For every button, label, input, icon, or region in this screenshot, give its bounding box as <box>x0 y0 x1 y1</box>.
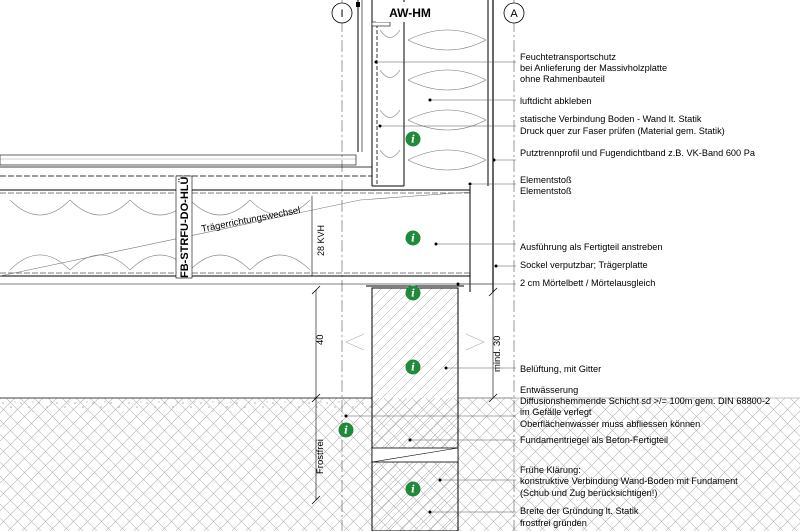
annotation: ohne Rahmenbauteil <box>520 74 605 84</box>
annotation: Ausführung als Fertigteil anstreben <box>520 242 663 252</box>
annotation: Breite der Gründung lt. Statik <box>520 506 639 516</box>
svg-text:i: i <box>411 233 415 245</box>
beam-height-label: 28 KVH <box>316 224 326 256</box>
annotation: Entwässerung <box>520 385 579 395</box>
annotation: Putztrennprofil und Fugendichtband z.B. VK-Band 600 Pa <box>520 148 755 158</box>
info-icon[interactable] <box>339 423 354 438</box>
svg-text:i: i <box>411 288 415 300</box>
axis-label-inside: I <box>340 8 344 20</box>
annotation: Feuchtetransportschutz <box>520 52 617 62</box>
beam-direction-label: Trägerrichtungswechsel <box>200 204 302 235</box>
info-icon[interactable] <box>406 132 421 147</box>
annotation: im Gefälle verlegt <box>520 407 592 417</box>
annotation: konstruktive Verbindung Wand-Boden mit Fundament <box>520 476 738 486</box>
annotation: Druck quer zur Faser prüfen (Material gem. Statik) <box>520 126 725 136</box>
annotation: luftdicht abkleben <box>520 96 592 106</box>
annotation: frostfrei gründen <box>520 518 587 528</box>
svg-text:i: i <box>411 362 415 374</box>
wall-element <box>356 0 493 292</box>
floor-code: FB-STRFU-DO-HLÜ <box>179 176 191 278</box>
annotation: 2 cm Mörtelbett / Mörtelausgleich <box>520 278 656 288</box>
info-icon[interactable] <box>406 360 421 375</box>
info-icon[interactable] <box>406 286 421 301</box>
annotation: Oberflächenwasser muss abfliessen können <box>520 419 701 429</box>
annotation: bei Anlieferung der Massivholzplatte <box>520 63 668 73</box>
dim-min30: mind. 30 <box>492 335 503 372</box>
annotation: Fundamentriegel als Beton-Fertigteil <box>520 435 669 445</box>
dim-frostfrei: Frostfrei <box>315 439 326 474</box>
info-icon[interactable] <box>406 231 421 246</box>
axis-label-outside: A <box>510 8 518 20</box>
dim-40: 40 <box>315 334 326 345</box>
info-icon[interactable] <box>406 482 421 497</box>
annotation: Belüftung, mit Gitter <box>520 364 602 374</box>
wall-code: AW-HM <box>389 6 431 20</box>
svg-text:i: i <box>411 484 415 496</box>
svg-text:i: i <box>411 134 415 146</box>
annotation: Elementstoß <box>520 186 572 196</box>
annotation: Sockel verputzbar; Trägerplatte <box>520 260 648 270</box>
annotation: statische Verbindung Boden - Wand lt. Statik <box>520 114 702 124</box>
svg-text:i: i <box>344 425 348 437</box>
annotation: Elementstoß <box>520 175 572 185</box>
annotation: Diffusionshemmende Schicht sd >/= 100m gem. DIN 68800-2 <box>520 396 771 406</box>
annotation: (Schub und Zug berücksichtigen!) <box>520 488 658 498</box>
annotation: Frühe Klärung: <box>520 465 581 475</box>
